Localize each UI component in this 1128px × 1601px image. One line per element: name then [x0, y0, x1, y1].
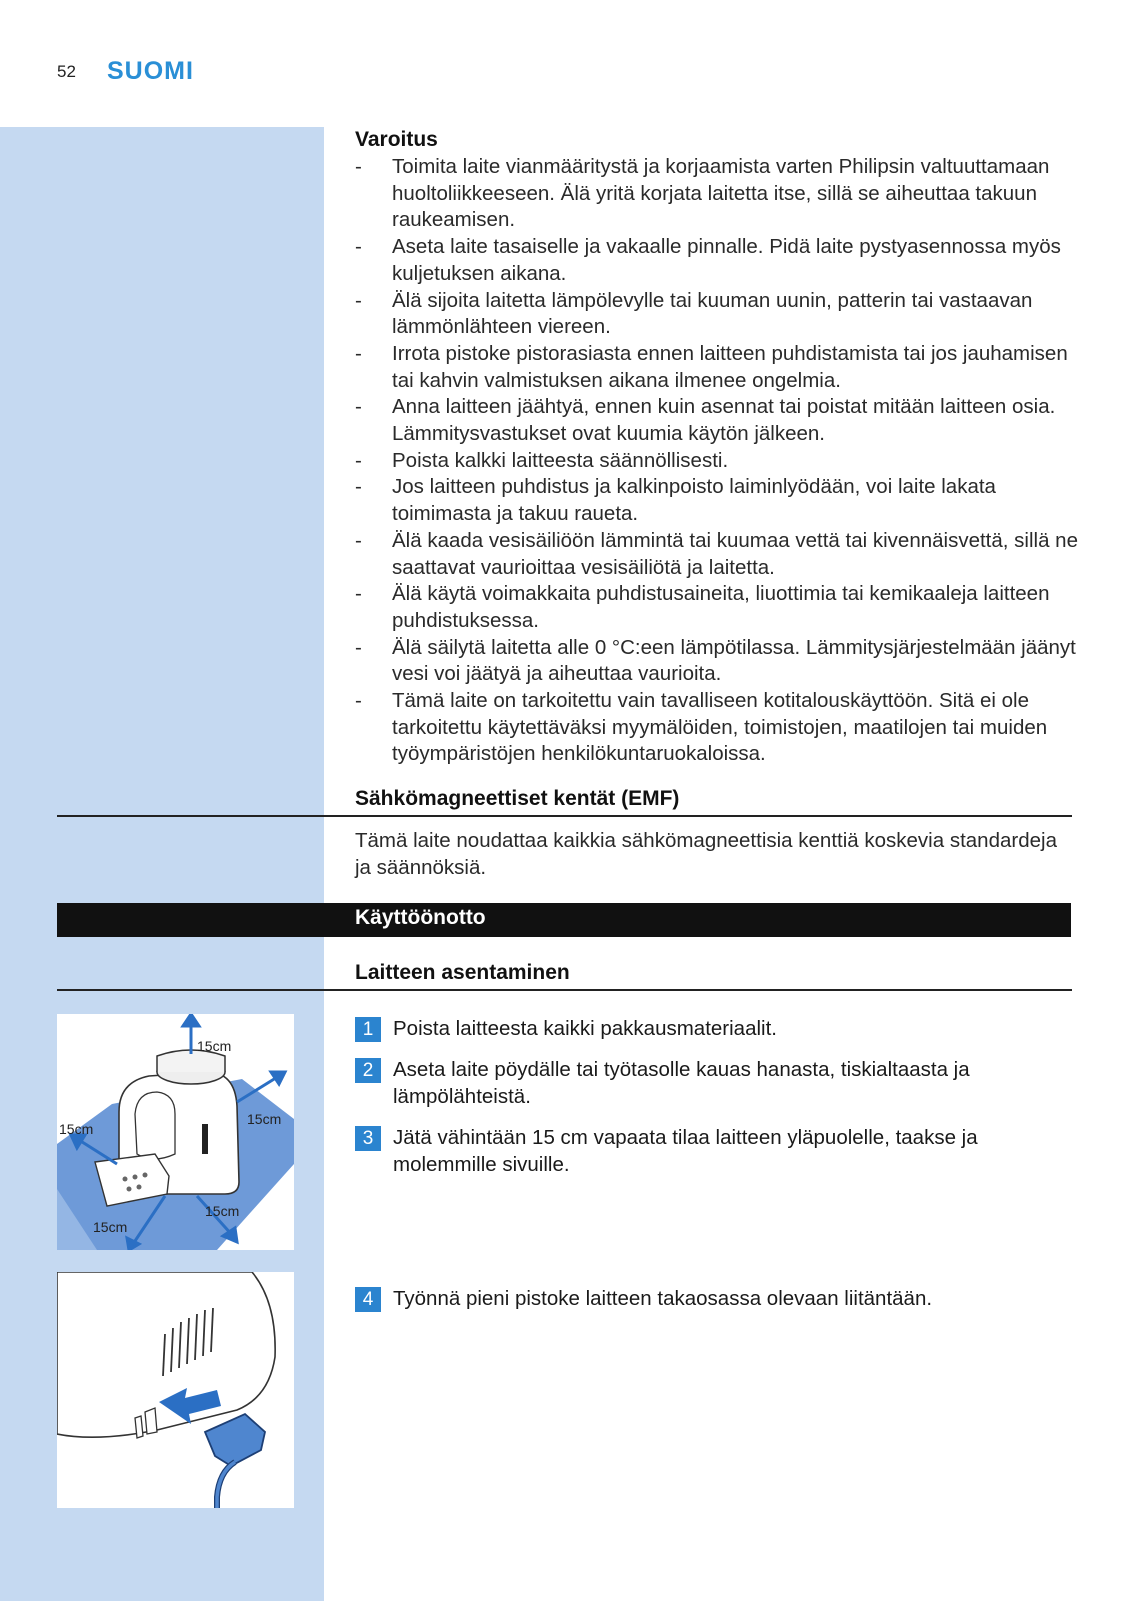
label-top: 15cm — [197, 1038, 232, 1054]
warning-heading: Varoitus — [355, 128, 438, 151]
warning-item: - Älä käytä voimakkaita puhdistusaineita, liuottimia tai kemikaaleja laitteen puhdistuksessa. — [355, 582, 1050, 632]
warning-item: - Tämä laite on tarkoitettu vain tavalliseen kotitalouskäyttöön. Sitä ei ole tarkoitettu käytettäväksi myymälöiden, toimistojen, maatilojen tai muiden työympäristöjen henkilökuntaruokaloissa. — [355, 689, 1048, 766]
step-text: Työnnä pieni pistoke laitteen takaosassa olevaan liitäntään. — [393, 1287, 933, 1310]
step-number-badge: 4 — [355, 1287, 381, 1312]
label-right: 15cm — [247, 1111, 282, 1127]
power-plug — [205, 1414, 265, 1466]
step-text: Aseta laite pöydälle tai työtasolle kauas hanasta, tiskialtaasta ja lämpölähteistä. — [393, 1058, 970, 1108]
warning-list — [349, 154, 1079, 768]
label-front-left: 15cm — [93, 1219, 128, 1235]
step-1 — [355, 1015, 1075, 1042]
plug-insertion-illustration — [57, 1272, 294, 1508]
label-front-right: 15cm — [205, 1203, 240, 1219]
section-divider — [57, 815, 1072, 817]
language-title: SUOMI — [107, 57, 194, 85]
section-title-bar — [57, 903, 1071, 937]
section-divider — [57, 989, 1072, 991]
step-number-badge: 2 — [355, 1058, 381, 1083]
plug-insertion-svg — [57, 1272, 294, 1508]
step-4 — [355, 1285, 1075, 1312]
warning-item: - Jos laitteen puhdistus ja kalkinpoisto laiminlyödään, voi laite lakata toimimasta ja takuu raueta. — [355, 475, 996, 526]
warning-item: - Toimita laite vianmääritystä ja korjaamista varten Philipsin valtuuttamaan huoltoliikkeeseen. Älä yritä korjata laitetta itse, sillä se aiheuttaa takuun raukeamisen. — [355, 155, 1050, 232]
step-2 — [355, 1056, 1075, 1110]
step-text: Poista laitteesta kaikki pakkausmateriaalit. — [393, 1017, 777, 1040]
warning-item: - Poista kalkki laitteesta säännöllisesti. — [355, 448, 729, 472]
setup-subheading: Laitteen asentaminen — [355, 961, 570, 984]
warning-item: - Älä sijoita laitetta lämpölevylle tai kuuman uunin, patterin tai vastaavan lämmönlähteen viereen. — [355, 288, 1033, 339]
step-number-badge: 1 — [355, 1017, 381, 1042]
warning-item: - Anna laitteen jäähtyä, ennen kuin asennat tai poistat mitään laitteen osia. Lämmitysvastukset ovat kuumia käytön jälkeen. — [355, 395, 1056, 446]
page-number: 52 — [57, 62, 76, 81]
step-number-badge: 3 — [355, 1126, 381, 1151]
clearance-illustration-svg — [57, 1014, 294, 1250]
step-3 — [355, 1124, 1075, 1178]
label-left: 15cm — [59, 1121, 94, 1137]
warning-item: - Irrota pistoke pistorasiasta ennen laitteen puhdistamista tai jos jauhamisen tai kahvin valmistuksen aikana ilmenee ongelmia. — [355, 341, 1068, 392]
warning-item: - Älä kaada vesisäiliöön lämmintä tai kuumaa vettä tai kivennäisvettä, sillä ne saattavat vaurioittaa vesisäiliötä ja laitetta. — [355, 528, 1078, 579]
warning-item: - Älä säilytä laitetta alle 0 °C:een lämpötilassa. Lämmitysjärjestelmään jäänyt vesi voi jäätyä ja aiheuttaa vaurioita. — [355, 635, 1076, 686]
warning-item: - Aseta laite tasaiselle ja vakaalle pinnalle. Pidä laite pystyasennossa myös kuljetuksen aikana. — [355, 235, 1061, 285]
emf-heading: Sähkömagneettiset kentät (EMF) — [355, 787, 680, 810]
section-bar-title: Käyttöönotto — [355, 906, 486, 929]
machine-back — [57, 1272, 275, 1437]
step-text: Jätä vähintään 15 cm vapaata tilaa laitteen yläpuolelle, taakse ja molemmille sivuille. — [393, 1126, 978, 1176]
clearance-illustration — [57, 1014, 294, 1250]
emf-paragraph: Tämä laite noudattaa kaikkia sähkömagneettisia kenttiä koskevia standardeja ja säännöksiä. — [355, 829, 1057, 879]
